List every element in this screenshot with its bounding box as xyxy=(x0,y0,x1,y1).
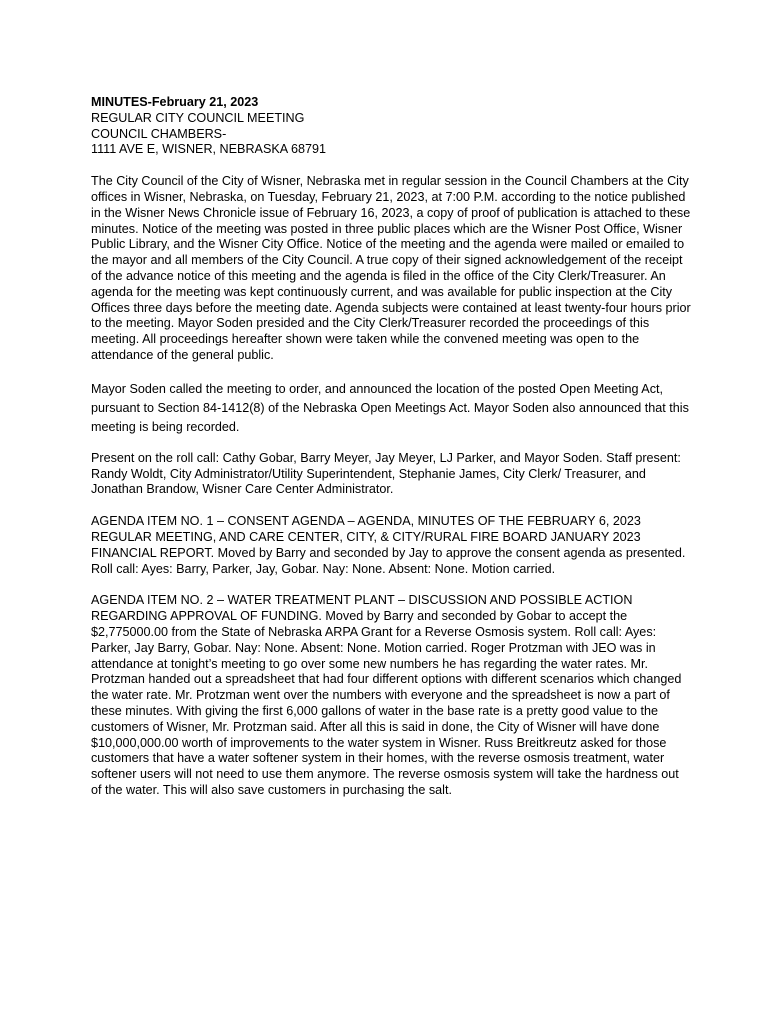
meeting-type: REGULAR CITY COUNCIL MEETING xyxy=(91,110,305,125)
meeting-location: COUNCIL CHAMBERS- xyxy=(91,126,227,141)
document-page xyxy=(91,95,691,815)
agenda-item-2-paragraph: AGENDA ITEM NO. 2 – WATER TREATMENT PLANT – DISCUSSION AND POSSIBLE ACTION REGARDING APPROVAL OF FUNDING. Moved by Barry and seconded by Gobar to accept the $2,775000.00 from the State of Nebraska ARPA Grant for a Reverse Osmosis system. Roll call: Ayes: Parker, Jay Barry, Gobar. Nay: None. Absent: None. Motion carried. Roger Protzman with JEO was in attendance at tonight’s meeting to go over some new numbers he has regarding the water rates. Mr. Protzman handed out a spreadsheet that had four different options with different scenarios which changed the water rate. Mr. Protzman went over the numbers with everyone and the spreadsheet is now a part of these minutes. With giving the first 6,000 gallons of water in the base rate is a pretty good value to the customers of Wisner, Mr. Protzman said. After all this is said in done, the City of Wisner will have done $10,000,000.00 worth of improvements to the water system in Wisner. Russ Breitkreutz asked for those customers that have a water softener system in their homes, with the reverse osmosis treatment, water softener users will not need to use them anymore. The reverse osmosis system will take the hardness out of the water. This will also save customers in purchasing the salt. xyxy=(91,593,682,797)
agenda-item-1-paragraph: AGENDA ITEM NO. 1 – CONSENT AGENDA – AGENDA, MINUTES OF THE FEBRUARY 6, 2023 REGULAR MEETING, AND CARE CENTER, CITY, & CITY/RURAL FIRE BOARD JANUARY 2023 FINANCIAL REPORT. Moved by Barry and seconded by Jay to approve the consent agenda as presented. Roll call: Ayes: Barry, Parker, Jay, Gobar. Nay: None. Absent: None. Motion carried. xyxy=(91,514,686,576)
roll-call-paragraph: Present on the roll call: Cathy Gobar, Barry Meyer, Jay Meyer, LJ Parker, and Mayor Soden. Staff present: Randy Woldt, City Administrator/Utility Superintendent, Stephanie James, City Clerk/ Treasurer, and Jonathan Brandow, Wisner Care Center Administrator. xyxy=(91,450,681,497)
minutes-header xyxy=(91,95,691,158)
document-title: MINUTES-February 21, 2023 xyxy=(91,95,259,109)
call-to-order-paragraph: Mayor Soden called the meeting to order, and announced the location of the posted Open Meeting Act, pursuant to Section 84-1412(8) of the Nebraska Open Meetings Act. Mayor Soden also announced that this meeting is being recorded. xyxy=(91,381,689,434)
meeting-address: 1111 AVE E, WISNER, NEBRASKA 68791 xyxy=(91,142,326,157)
intro-paragraph: The City Council of the City of Wisner, Nebraska met in regular session in the Council Chambers at the City offices in Wisner, Nebraska, on Tuesday, February 21, 2023, at 7:00 P.M. according to the notice published in the Wisner News Chronicle issue of February 16, 2023, a copy of proof of publication is attached to these minutes. Notice of the meeting was posted in three public places which are the Wisner Post Office, Wisner Public Library, and the Wisner City Office. Notice of the meeting and the agenda were mailed or emailed to the mayor and all members of the City Council. A true copy of their signed acknowledgement of the receipt of the advance notice of this meeting and the agenda is filed in the office of the City Clerk/Treasurer. An agenda for the meeting was kept continuously current, and was available for public inspection at the City Offices three days before the meeting date. Agenda subjects were contained at least twenty-four hours prior to the meeting. Mayor Soden presided and the City Clerk/Treasurer recorded the proceedings of this meeting. All proceedings hereafter shown were taken while the convened meeting was open to the attendance of the general public. xyxy=(91,174,691,362)
